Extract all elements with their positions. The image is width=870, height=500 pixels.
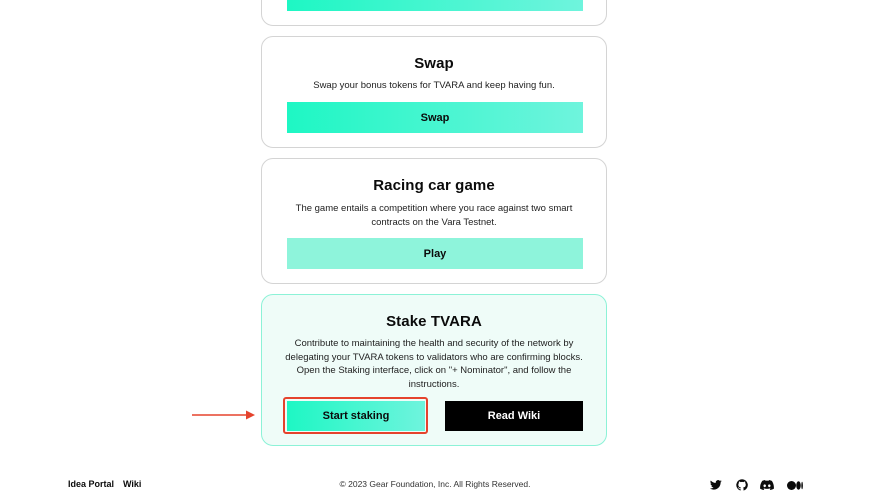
start-staking-button[interactable]: Start staking: [287, 401, 425, 431]
pointer-arrow-icon: [192, 409, 256, 421]
swap-description: Swap your bonus tokens for TVARA and keep having fun.: [313, 80, 555, 91]
discord-icon[interactable]: [759, 478, 774, 492]
stake-card: [261, 294, 607, 446]
twitter-icon[interactable]: [709, 478, 722, 492]
github-icon[interactable]: [735, 478, 748, 492]
racing-game-card: [261, 158, 607, 284]
footer-link-wiki[interactable]: Wiki: [123, 479, 142, 489]
copyright-text: © 2023 Gear Foundation, Inc. All Rights Reserved.: [339, 479, 531, 489]
medium-icon[interactable]: [786, 478, 803, 492]
swap-card: [261, 36, 607, 148]
stake-title: Stake TVARA: [386, 313, 482, 330]
racing-game-description: The game entails a competition where you race against two smart contracts on the Vara Testnet.: [295, 203, 573, 228]
play-button[interactable]: Play: [287, 238, 583, 269]
read-wiki-button[interactable]: Read Wiki: [445, 401, 583, 431]
previous-card: [261, 0, 607, 26]
stake-description: Contribute to maintaining the health and security of the network by delegating your TVARA tokens to validators who are confirming blocks. Open the Staking interface, click on "+ Nominator", and follow the instructions.: [285, 338, 583, 390]
previous-card-button[interactable]: [287, 0, 583, 11]
footer-link-idea-portal[interactable]: Idea Portal: [68, 479, 115, 489]
swap-title: Swap: [414, 55, 454, 72]
swap-button[interactable]: Swap: [287, 102, 583, 133]
racing-game-title: Racing car game: [373, 177, 495, 194]
